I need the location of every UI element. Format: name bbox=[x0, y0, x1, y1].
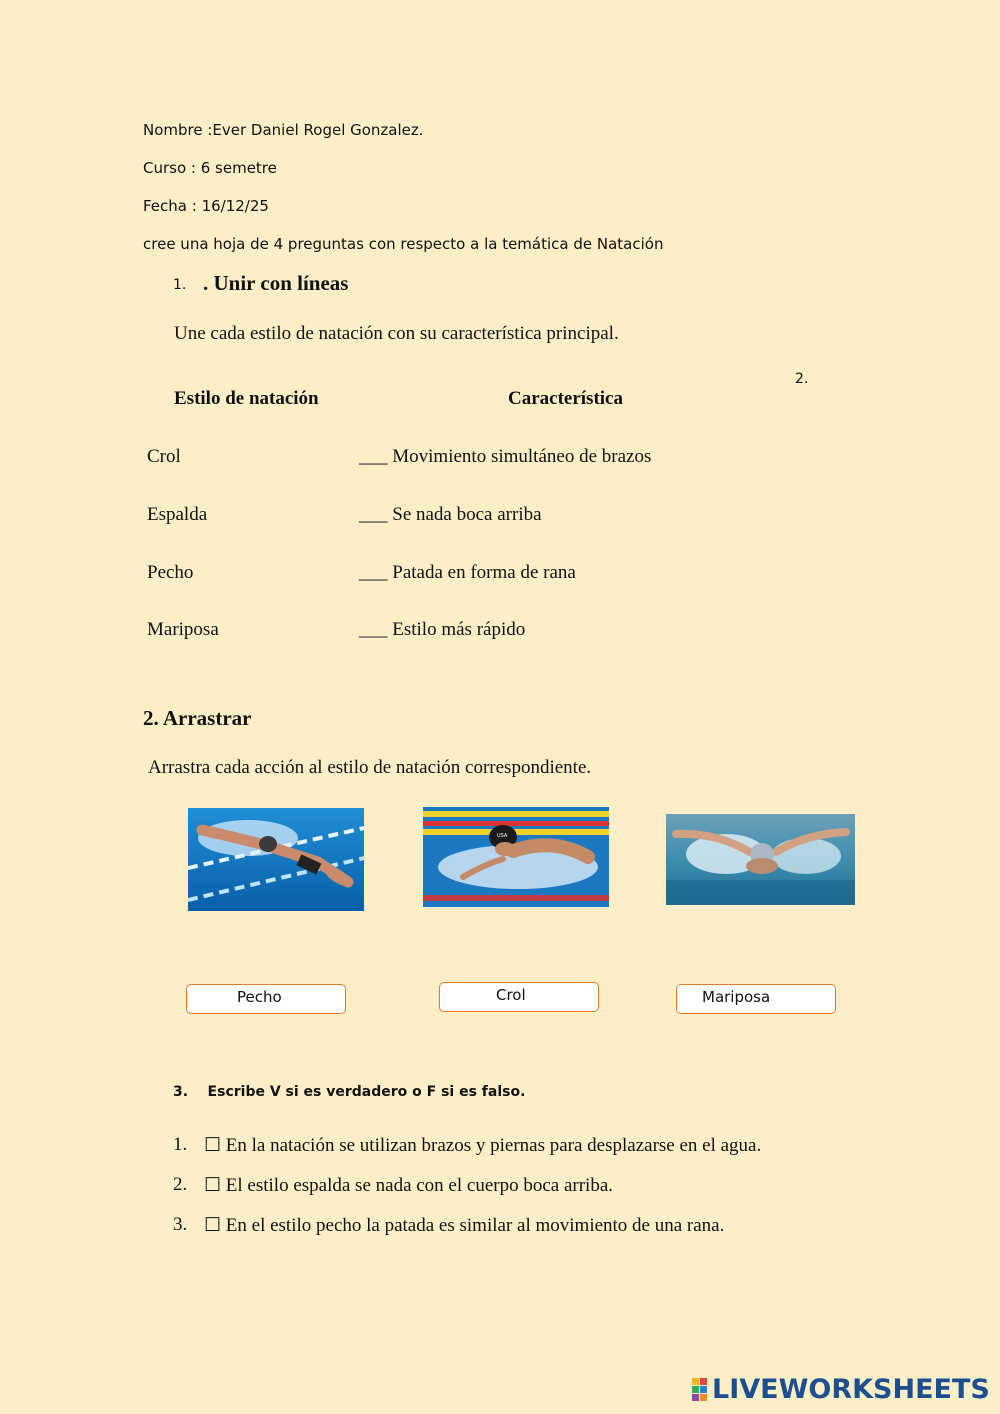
drop-box-crol[interactable] bbox=[439, 982, 599, 1012]
brand-name: LIVEWORKSHEETS bbox=[712, 1374, 990, 1405]
column-header-estilo: Estilo de natación bbox=[174, 388, 319, 409]
liveworksheets-logo bbox=[692, 1374, 990, 1405]
estilo-item[interactable]: Crol bbox=[147, 446, 181, 467]
swimmer-photo-crol bbox=[188, 808, 364, 911]
q1-instruction: Une cada estilo de natación con su característica principal. bbox=[174, 323, 619, 344]
q1-side-number: 2. bbox=[795, 371, 809, 387]
q1-number: 1. bbox=[173, 277, 187, 293]
swimmer-photo-pecho bbox=[423, 807, 609, 907]
caracteristica-item[interactable]: ___ Estilo más rápido bbox=[359, 619, 526, 640]
caracteristica-item[interactable]: ___ Patada en forma de rana bbox=[359, 562, 576, 583]
caracteristica-item[interactable]: ___ Movimiento simultáneo de brazos bbox=[359, 446, 652, 467]
drop-box-pecho[interactable] bbox=[186, 984, 346, 1014]
q3-item-number: 3. bbox=[173, 1214, 188, 1235]
true-false-item[interactable]: ☐ En el estilo pecho la patada es similar al movimiento de una rana. bbox=[204, 1215, 725, 1236]
swimmer-photo-mariposa bbox=[666, 814, 855, 905]
estilo-item[interactable]: Espalda bbox=[147, 504, 208, 525]
date: Fecha : 16/12/25 bbox=[143, 197, 269, 215]
drop-box-label: Mariposa bbox=[702, 988, 771, 1006]
cap-label: USA bbox=[497, 833, 508, 839]
student-name: Nombre :Ever Daniel Rogel Gonzalez. bbox=[143, 121, 424, 139]
worksheet-instruction: cree una hoja de 4 preguntas con respecto a la temática de Natación bbox=[143, 235, 664, 253]
q3-item-number: 2. bbox=[173, 1174, 188, 1195]
drop-box-label: Crol bbox=[496, 986, 526, 1004]
caracteristica-item[interactable]: ___ Se nada boca arriba bbox=[359, 504, 542, 525]
q2-instruction: Arrastra cada acción al estilo de natación correspondiente. bbox=[148, 757, 592, 778]
q3-title: 3. Escribe V si es verdadero o F si es falso. bbox=[173, 1084, 526, 1100]
column-header-caracteristica: Característica bbox=[508, 388, 623, 409]
drop-box-mariposa[interactable] bbox=[676, 984, 836, 1014]
estilo-item[interactable]: Mariposa bbox=[147, 619, 219, 640]
true-false-item[interactable]: ☐ El estilo espalda se nada con el cuerpo boca arriba. bbox=[204, 1175, 614, 1196]
q3-item-number: 1. bbox=[173, 1134, 188, 1155]
drop-box-label: Pecho bbox=[237, 988, 282, 1006]
estilo-item[interactable]: Pecho bbox=[147, 562, 194, 583]
q1-title: . Unir con líneas bbox=[203, 271, 349, 295]
course: Curso : 6 semetre bbox=[143, 159, 277, 177]
true-false-item[interactable]: ☐ En la natación se utilizan brazos y piernas para desplazarse en el agua. bbox=[204, 1135, 762, 1156]
q2-title: 2. Arrastrar bbox=[143, 706, 252, 730]
